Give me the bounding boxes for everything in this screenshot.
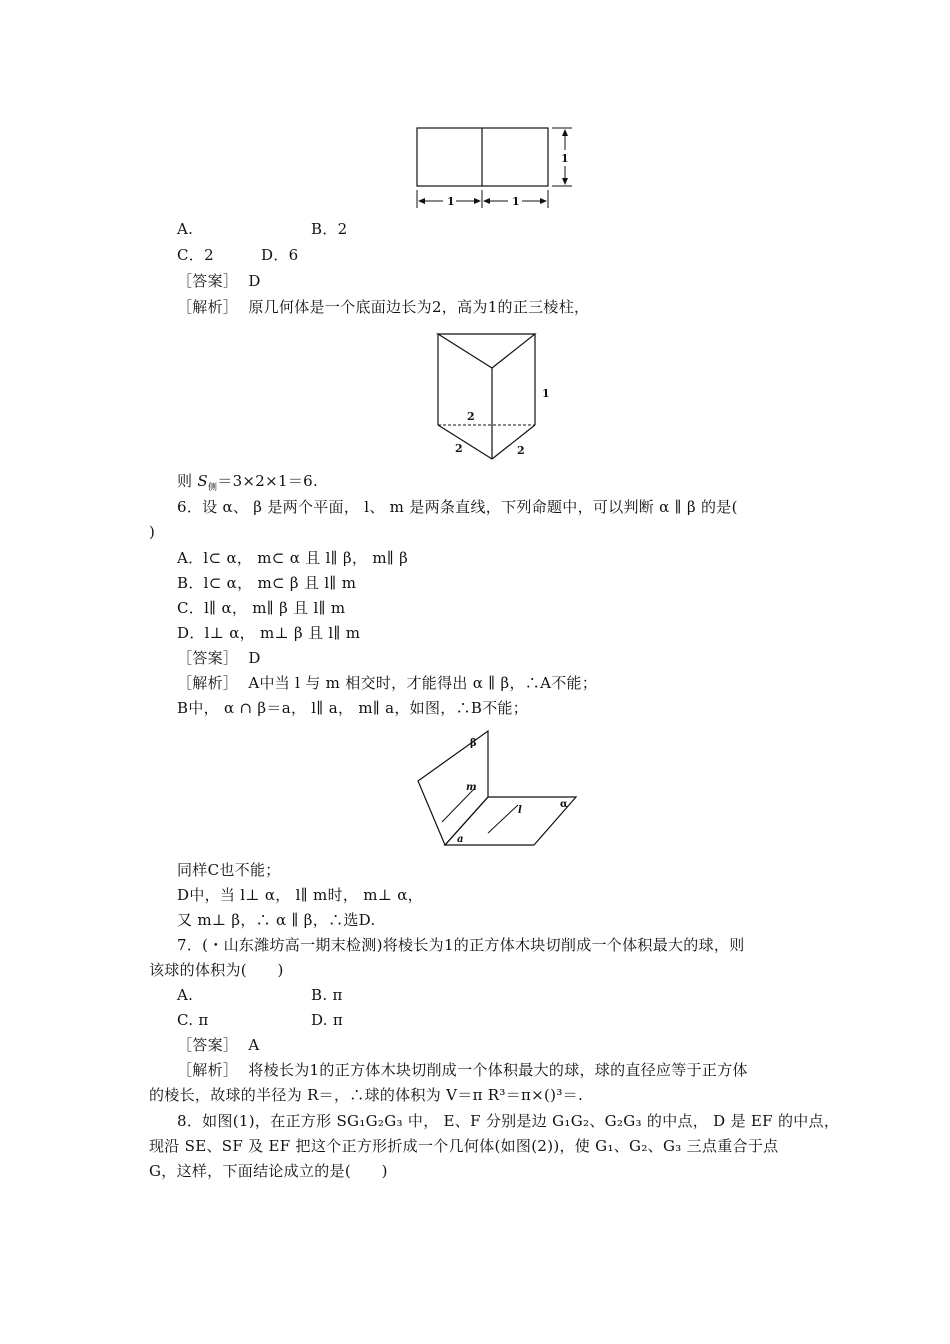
plane-beta-label: β [470, 738, 477, 749]
planes-figure [410, 725, 580, 851]
line-m [442, 789, 474, 822]
q5-answer-line [177, 271, 261, 291]
answer-tag: ［答案］ [177, 272, 239, 290]
q7-option-d: D. π [311, 1011, 344, 1029]
q7-stem-1: 7．(・山东潍坊高一期末检测)将棱长为1的正方体木块切削成一个体积最大的球，则 [177, 936, 745, 954]
answer-value: D [248, 272, 261, 290]
q7-stem-2: 该球的体积为( ) [149, 961, 284, 979]
q5-option-c: C．2 [177, 246, 214, 264]
q6-analysis-line-2: B中， α ∩ β＝a， l∥ a， m∥ a，如图，∴B不能； [177, 699, 529, 717]
q6-answer-line: ［答案］ D [177, 649, 261, 667]
height-dim-label: 1 [561, 152, 569, 165]
q5-result-line: 则 $S_侧=3\times 2\times 1=6$. [177, 472, 319, 493]
line-m-label: m [466, 782, 477, 793]
prism-top-face [438, 334, 535, 368]
q6-analysis-line-1: ［解析］ A中当 l 与 m 相交时，才能得出 α ∥ β，∴A不能； [177, 674, 598, 692]
width-dim-label-left: 1 [447, 195, 455, 208]
q6-stem-close: ) [149, 523, 156, 541]
prism-figure [430, 328, 560, 464]
q7-option-a: A. [177, 986, 194, 1004]
line-l [488, 805, 518, 833]
prism-base-label-mid: 2 [467, 410, 475, 423]
q5-option-d: D．6 [261, 246, 299, 264]
q8-line-3: G，这样，下面结论成立的是( ) [149, 1162, 388, 1180]
q5-option-a: A. [177, 220, 194, 238]
analysis-text: 原几何体是一个底面边长为2，高为1的正三棱柱， [248, 298, 590, 316]
q7-option-c: C. π [177, 1011, 209, 1029]
q7-option-b: B. π [311, 986, 343, 1004]
plane-beta [418, 731, 488, 845]
width-dim-label-right: 1 [512, 195, 520, 208]
prism-height-label: 1 [542, 387, 550, 400]
q6-stem: 6．设 α、 β 是两个平面， l、 m 是两条直线，下列命题中，可以判断 α ∥ β 的是( [177, 498, 738, 516]
prism-base-label-left: 2 [455, 442, 463, 455]
prism-base-label-right: 2 [517, 444, 525, 457]
line-l-label: l [518, 805, 522, 816]
three-view-figure [410, 120, 580, 212]
q6-option-d: D．l⊥ α， m⊥ β 且 l∥ m [177, 624, 361, 642]
q5-analysis-line [177, 297, 589, 317]
q5-option-b: B．2 [311, 220, 348, 238]
intersection-a-label: a [457, 834, 464, 845]
q6-option-a: A．l⊂ α， m⊂ α 且 l∥ β， m∥ β [177, 549, 409, 567]
q6-option-b: B．l⊂ α， m⊂ β 且 l∥ m [177, 574, 357, 592]
q6-analysis-line-3: 同样C也不能； [177, 861, 281, 879]
q6-option-c: C．l∥ α， m∥ β 且 l∥ m [177, 599, 346, 617]
q6-analysis-line-4: D中，当 l⊥ α， l∥ m时， m⊥ α， [177, 886, 423, 904]
q8-line-2: 现沿 SE、SF 及 EF 把这个正方形折成一个几何体(如图(2))，使 G₁、G₂、G₃ 三点重合于点 [149, 1137, 779, 1155]
q7-analysis-line-1: ［解析］ 将棱长为1的正方体木块切削成一个体积最大的球，球的直径应等于正方体 [177, 1061, 748, 1079]
q7-answer-line: ［答案］ A [177, 1036, 260, 1054]
plane-alpha-label: α [560, 799, 568, 810]
analysis-tag: ［解析］ [177, 298, 239, 316]
q7-analysis-line-2: 的棱长，故球的半径为 R＝，∴球的体积为 V＝π R³＝π×()³＝. [149, 1086, 584, 1104]
q6-analysis-line-5: 又 m⊥ β，∴ α ∥ β，∴选D. [177, 911, 376, 929]
q8-line-1: 8．如图(1)，在正方形 SG₁G₂G₃ 中， E、F 分别是边 G₁G₂、G₂G₃ 的中点， D 是 EF 的中点， [177, 1112, 840, 1130]
plane-alpha [445, 797, 576, 845]
